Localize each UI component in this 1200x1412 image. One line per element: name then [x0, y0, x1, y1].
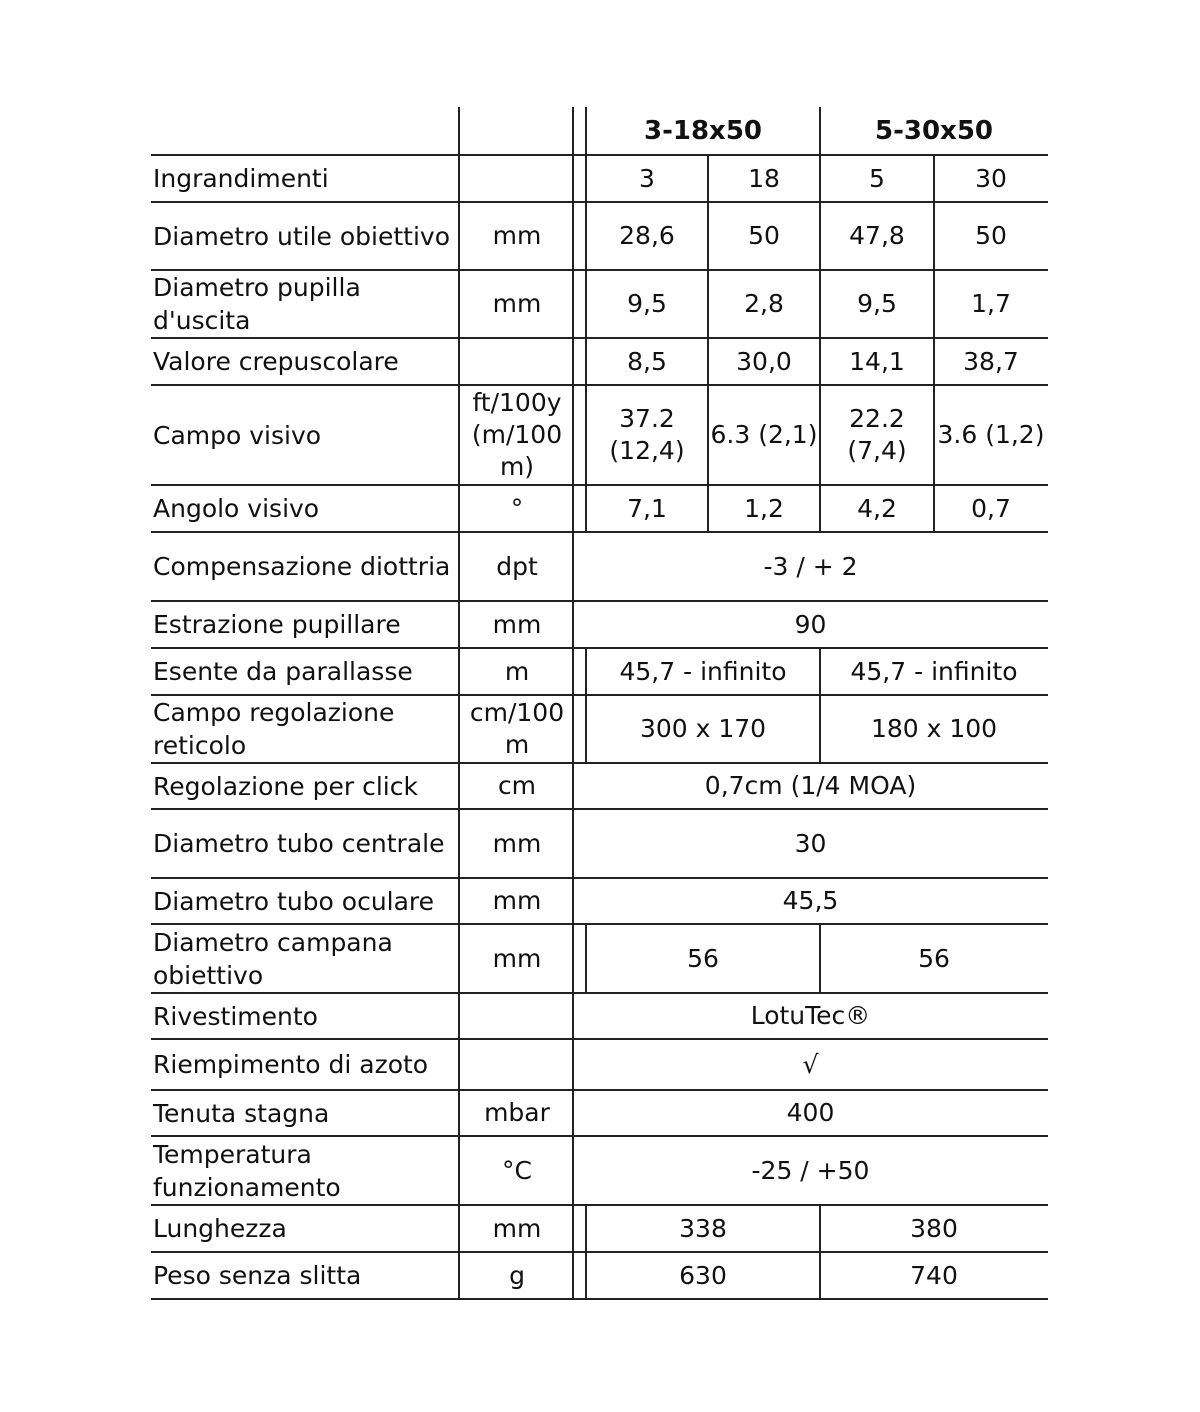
column-divider [458, 1040, 460, 1091]
row-label: Lunghezza [153, 1214, 287, 1243]
column-divider [819, 386, 821, 486]
column-divider [458, 156, 460, 203]
column-divider [458, 486, 460, 533]
value-cell: 180 x 100 [870, 714, 998, 743]
value-cell: 9,5 [627, 289, 667, 318]
value-cell: 28,6 [619, 221, 675, 250]
column-divider [572, 925, 574, 994]
column-divider [819, 649, 821, 696]
column-divider [458, 533, 460, 602]
row-label: Regolazione per click [153, 771, 418, 801]
column-divider [707, 203, 709, 271]
header-row [151, 107, 1048, 156]
row-unit [460, 339, 574, 384]
value-cell: 50 [975, 221, 1007, 250]
value-cell: 22.2 (7,4) [847, 404, 907, 465]
value-cell: 380 [910, 1213, 958, 1243]
column-divider [933, 486, 935, 533]
value-cell: LotuTec® [750, 1001, 871, 1030]
row-unit: mm [492, 1213, 542, 1243]
column-divider [458, 879, 460, 925]
spec-row-campo-regolazione [151, 696, 1048, 764]
spec-row-lunghezza [151, 1206, 1048, 1253]
spec-row-esente-parallasse [151, 649, 1048, 696]
value-cell: 45,7 - infinito [850, 656, 1018, 686]
column-divider [572, 696, 574, 764]
value-cell: 400 [786, 1098, 835, 1127]
column-divider [933, 386, 935, 486]
value-cell: 3.6 (1,2) [937, 420, 1045, 449]
column-divider [458, 810, 460, 879]
value-cell: 45,5 [782, 886, 839, 915]
column-divider [572, 994, 574, 1040]
row-label: Compensazione diottria [153, 552, 451, 581]
column-divider [572, 386, 574, 486]
row-label: Angolo visivo [153, 494, 320, 523]
row-unit: mm [492, 289, 542, 318]
spec-row-diametro-tubo-centrale [151, 810, 1048, 879]
spec-row-campo-visivo [151, 386, 1048, 486]
column-divider [572, 271, 574, 339]
spec-row-rivestimento [151, 994, 1048, 1040]
column-divider [819, 271, 821, 339]
spec-row-compensazione-diottria [151, 533, 1048, 602]
value-cell: 30 [975, 163, 1007, 193]
value-cell: 7,1 [627, 493, 667, 523]
row-label: Campo regolazione reticolo [153, 698, 395, 760]
column-divider [707, 486, 709, 533]
column-divider [572, 810, 574, 879]
column-divider [572, 879, 574, 925]
row-unit: cm/100 m [469, 698, 565, 759]
column-divider [585, 925, 587, 994]
spec-row-diametro-utile [151, 203, 1048, 271]
column-divider [572, 1137, 574, 1206]
row-label: Riempimento di azoto [153, 1050, 429, 1079]
column-divider [458, 1137, 460, 1206]
column-divider [819, 696, 821, 764]
column-divider [707, 339, 709, 386]
column-divider [458, 994, 460, 1040]
spec-row-diametro-campana [151, 925, 1048, 994]
row-unit: mbar [484, 1098, 550, 1127]
column-divider [707, 271, 709, 339]
model-header: 5-30x50 [874, 115, 993, 146]
row-label: Diametro tubo centrale [153, 829, 445, 858]
column-divider [819, 339, 821, 386]
column-divider [458, 386, 460, 486]
column-divider [572, 1040, 574, 1091]
value-cell: 5 [869, 163, 885, 193]
model-header: 3-18x50 [643, 115, 762, 146]
value-cell: 9,5 [857, 289, 897, 318]
column-divider [458, 1091, 460, 1137]
row-unit [460, 1040, 574, 1089]
value-cell: 338 [679, 1213, 727, 1243]
column-divider [585, 1253, 587, 1300]
row-label: Temperatura funzionamento [153, 1139, 341, 1202]
row-unit: dpt [496, 551, 538, 581]
value-cell: 47,8 [849, 221, 905, 250]
row-label: Diametro utile obiettivo [153, 221, 451, 251]
row-unit [460, 994, 574, 1038]
row-unit: ° [510, 493, 524, 523]
row-unit: mm [492, 609, 542, 639]
column-divider [585, 1206, 587, 1253]
value-cell: 56 [687, 943, 719, 973]
column-divider [572, 486, 574, 533]
column-divider [933, 156, 935, 203]
column-divider [933, 203, 935, 271]
column-divider [819, 1253, 821, 1300]
column-divider [707, 156, 709, 203]
column-divider [572, 602, 574, 649]
value-cell: 0,7 [971, 493, 1011, 523]
spec-row-peso [151, 1253, 1048, 1300]
value-cell: 3 [639, 163, 655, 193]
value-cell: 1,7 [971, 289, 1011, 318]
column-divider [707, 386, 709, 486]
column-divider [458, 696, 460, 764]
column-divider [819, 203, 821, 271]
column-divider [819, 486, 821, 533]
column-divider [933, 271, 935, 339]
spec-row-angolo-visivo [151, 486, 1048, 533]
row-unit: m [504, 656, 530, 686]
value-cell: 30 [794, 828, 827, 858]
row-unit: g [509, 1260, 525, 1290]
row-unit [460, 156, 574, 201]
row-unit: °C [502, 1155, 532, 1185]
row-unit: ft/100y (m/100 m) [471, 388, 563, 481]
column-divider [585, 107, 587, 156]
column-divider [458, 339, 460, 386]
row-unit: cm [497, 771, 537, 800]
column-divider [458, 1206, 460, 1253]
value-cell: 1,2 [744, 493, 784, 523]
row-label: Tenuta stagna [153, 1098, 330, 1128]
row-label: Esente da parallasse [153, 657, 413, 686]
spec-row-temperatura [151, 1137, 1048, 1206]
row-unit: mm [492, 886, 542, 915]
column-divider [572, 649, 574, 696]
column-divider [572, 1206, 574, 1253]
column-divider [458, 203, 460, 271]
row-label: Ingrandimenti [153, 164, 329, 193]
spec-row-regolazione-click [151, 764, 1048, 810]
column-divider [819, 156, 821, 203]
value-cell: 300 x 170 [639, 714, 767, 743]
value-cell: 56 [918, 943, 950, 973]
spec-row-tenuta-stagna [151, 1091, 1048, 1137]
value-cell: 630 [679, 1260, 727, 1290]
spec-row-diametro-pupilla [151, 271, 1048, 339]
column-divider [572, 1253, 574, 1300]
row-label: Diametro pupilla d'uscita [153, 273, 361, 335]
column-divider [458, 271, 460, 339]
value-cell: 50 [748, 221, 780, 250]
column-divider [819, 107, 821, 156]
row-label: Campo visivo [153, 420, 322, 450]
row-unit: mm [492, 221, 542, 250]
column-divider [572, 339, 574, 386]
value-cell: 8,5 [627, 346, 667, 376]
value-cell: 740 [910, 1260, 958, 1290]
value-cell: 2,8 [744, 289, 784, 318]
row-label: Diametro tubo oculare [153, 886, 435, 916]
column-divider [585, 486, 587, 533]
row-label: Estrazione pupillare [153, 610, 401, 639]
value-cell: 0,7cm (1/4 MOA) [704, 771, 917, 800]
spec-row-estrazione-pupillare [151, 602, 1048, 649]
column-divider [585, 339, 587, 386]
column-divider [585, 203, 587, 271]
column-divider [585, 386, 587, 486]
column-divider [585, 156, 587, 203]
row-unit: mm [492, 828, 542, 858]
row-label: Valore crepuscolare [153, 347, 399, 376]
spec-row-diametro-tubo-oculare [151, 879, 1048, 925]
spec-row-valore-crepuscolare [151, 339, 1048, 386]
column-divider [458, 107, 460, 156]
column-divider [819, 1206, 821, 1253]
column-divider [572, 203, 574, 271]
row-unit: mm [492, 943, 542, 973]
column-divider [458, 1253, 460, 1300]
column-divider [572, 107, 574, 156]
column-divider [585, 271, 587, 339]
column-divider [585, 696, 587, 764]
value-cell: 38,7 [963, 346, 1019, 376]
value-cell: 14,1 [849, 346, 905, 376]
value-cell: 45,7 - infinito [619, 656, 787, 686]
column-divider [933, 339, 935, 386]
column-divider [572, 156, 574, 203]
value-cell: -25 / +50 [751, 1155, 870, 1185]
column-divider [458, 649, 460, 696]
column-divider [819, 925, 821, 994]
value-cell: 30,0 [736, 346, 792, 376]
value-cell: -3 / + 2 [763, 551, 858, 581]
column-divider [458, 764, 460, 810]
value-cell: 37.2 (12,4) [609, 404, 685, 465]
column-divider [458, 925, 460, 994]
value-cell: 4,2 [857, 493, 897, 523]
value-cell: 18 [748, 163, 780, 193]
spec-row-ingrandimenti [151, 156, 1048, 203]
row-label: Peso senza slitta [153, 1261, 362, 1290]
column-divider [572, 533, 574, 602]
value-cell: 6.3 (2,1) [710, 420, 818, 449]
row-label: Diametro campana obiettivo [153, 927, 393, 990]
column-divider [458, 602, 460, 649]
spec-row-riempimento-azoto [151, 1040, 1048, 1091]
row-label: Rivestimento [153, 1001, 318, 1031]
value-cell: 90 [794, 609, 827, 639]
column-divider [585, 649, 587, 696]
value-cell: √ [802, 1049, 819, 1079]
column-divider [572, 764, 574, 810]
column-divider [572, 1091, 574, 1137]
